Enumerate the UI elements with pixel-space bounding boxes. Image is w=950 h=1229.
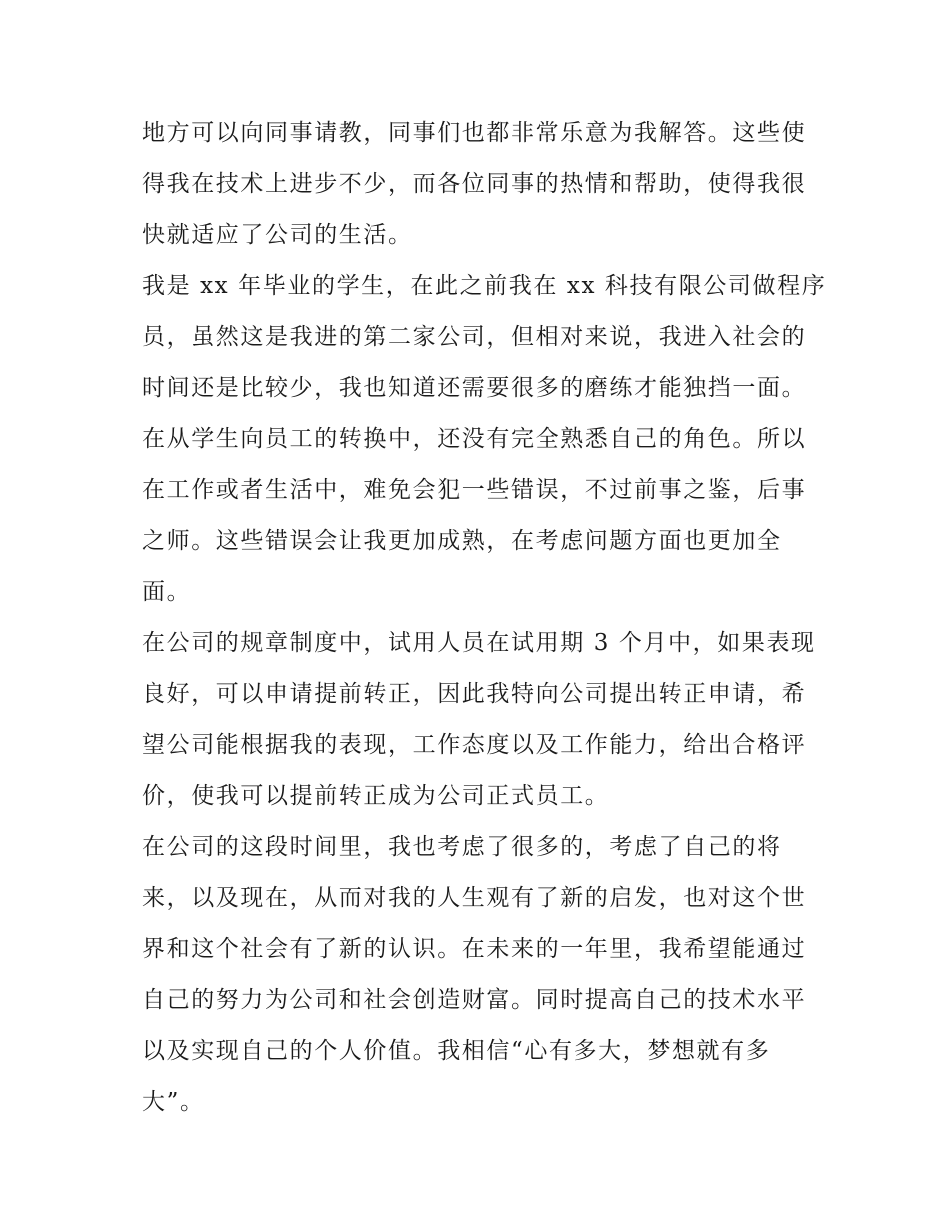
- text-line: 我是 xx 年毕业的学生，在此之前我在 xx 科技有限公司做程序: [142, 273, 827, 299]
- text-line: 地方可以向同事请教，同事们也都非常乐意为我解答。这些使: [142, 120, 807, 146]
- text-line: 得我在技术上进步不少，而各位同事的热情和帮助，使得我很: [142, 171, 807, 197]
- text-line: 在工作或者生活中，难免会犯一些错误，不过前事之鉴，后事: [142, 477, 807, 503]
- text-line: 在公司的这段时间里，我也考虑了很多的，考虑了自己的将: [142, 834, 782, 860]
- text-line: 面。: [142, 579, 192, 605]
- document-body: [142, 108, 827, 1128]
- text-line: 界和这个社会有了新的认识。在未来的一年里，我希望能通过: [142, 936, 807, 962]
- text-line: 来，以及现在，从而对我的人生观有了新的启发，也对这个世: [142, 885, 807, 911]
- text-line: 望公司能根据我的表现，工作态度以及工作能力，给出合格评: [142, 732, 807, 758]
- text-line: 在从学生向员工的转换中，还没有完全熟悉自己的角色。所以: [142, 426, 807, 452]
- text-line: 在公司的规章制度中，试用人员在试用期 3 个月中，如果表现: [142, 630, 816, 656]
- text-line: 大”。: [142, 1089, 205, 1115]
- text-line: 之师。这些错误会让我更加成熟，在考虑问题方面也更加全: [142, 528, 782, 554]
- text-line: 良好，可以申请提前转正，因此我特向公司提出转正申请，希: [142, 681, 807, 707]
- text-line: 价，使我可以提前转正成为公司正式员工。: [142, 783, 610, 809]
- text-line: 时间还是比较少，我也知道还需要很多的磨练才能独挡一面。: [142, 375, 807, 401]
- text-line: 员，虽然这是我进的第二家公司，但相对来说，我进入社会的: [142, 324, 807, 350]
- text-line: 快就适应了公司的生活。: [142, 222, 413, 248]
- text-line: 自己的努力为公司和社会创造财富。同时提高自己的技术水平: [142, 987, 807, 1013]
- text-line: 以及实现自己的个人价值。我相信“心有多大，梦想就有多: [142, 1038, 771, 1064]
